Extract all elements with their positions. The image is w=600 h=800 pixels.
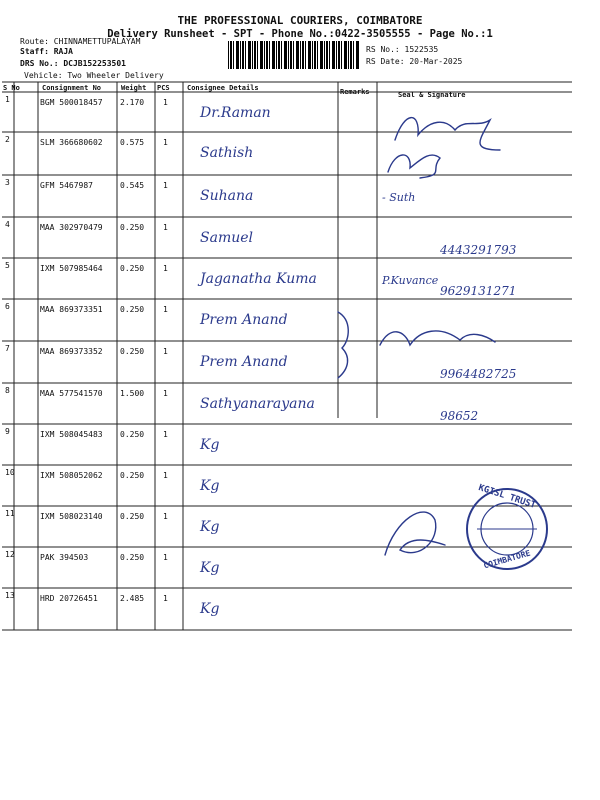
row-consignment: IXM 507985464 [40,264,103,273]
row-consignee: Sathyanarayana [200,396,315,412]
row-sno: 12 [5,550,15,559]
col-weight: Weight [121,84,147,92]
row-weight: 0.250 [120,553,145,562]
row-weight: 2.170 [120,98,145,107]
row-sno: 7 [5,344,10,353]
row-consignment: IXM 508045483 [40,430,103,439]
signature-1 [395,118,500,150]
row-sno: 10 [5,468,15,477]
row-signature: P.Kuvance [382,274,439,287]
row-consignment: MAA 577541570 [40,389,103,398]
route-label: Route: CHINNAMETTUPALAYAM [20,37,141,46]
bracket [338,312,348,378]
row-consignee: Kg [200,560,220,576]
row-sno: 6 [5,302,10,311]
runsheet-subtitle: Delivery Runsheet - SPT - Phone No.:0422-3505555 - Page No.:1 [107,28,493,40]
row-weight: 0.250 [120,223,145,232]
row-consignment: SLM 366680602 [40,138,103,147]
row-note: 9629131271 [440,284,517,298]
row-pcs: 1 [163,594,168,603]
row-consignee: Prem Anand [200,312,288,328]
row-sno: 2 [5,135,10,144]
stamp-top-text: KGISL TRUST [477,483,537,511]
row-consignee: Jaganatha Kuma [200,271,317,287]
row-consignment: MAA 302970479 [40,223,103,232]
row-consignee: Kg [200,478,220,494]
col-sno: S No [3,84,20,92]
signature-6-7 [380,331,495,345]
row-consignee: Samuel [200,230,253,246]
row-pcs: 1 [163,471,168,480]
row-weight: 0.250 [120,430,145,439]
row-consignment: MAA 869373351 [40,305,103,314]
company-title: THE PROFESSIONAL COURIERS, COIMBATORE [177,14,423,27]
row-weight: 1.500 [120,389,145,398]
row-weight: 0.575 [120,138,145,147]
row-weight: 0.250 [120,264,145,273]
row-consignee: Prem Anand [200,354,288,370]
row-pcs: 1 [163,553,168,562]
col-remarks: Remarks [340,88,370,96]
row-consignee: Suhana [200,188,254,204]
signature-2 [388,155,440,178]
stamp-bottom-text: COIMBATORE [482,548,532,571]
col-consignee: Consignee Details [187,84,259,92]
row-pcs: 1 [163,138,168,147]
row-consignment: IXM 508052062 [40,471,103,480]
row-sno: 9 [5,427,10,436]
row-sno: 3 [5,178,10,187]
row-consignment: IXM 508023140 [40,512,103,521]
row-pcs: 1 [163,512,168,521]
col-seal-signature: Seal & Signature [398,91,466,99]
row-sno: 13 [5,591,15,600]
row-consignee: Kg [200,437,220,453]
row-pcs: 1 [163,347,168,356]
row-pcs: 1 [163,430,168,439]
row-weight: 0.250 [120,305,145,314]
row-sno: 5 [5,261,10,270]
row-weight: 2.485 [120,594,145,603]
row-sno: 1 [5,95,10,104]
row-note: 9964482725 [440,367,517,381]
drs-number: DRS No.: DCJB152253501 [20,59,126,68]
row-sno: 8 [5,386,10,395]
row-signature: - Suth [382,191,416,204]
row-pcs: 1 [163,389,168,398]
row-consignment: GFM 5467987 [40,181,93,190]
row-consignment: PAK 394503 [40,553,89,562]
row-pcs: 1 [163,264,168,273]
col-pcs: PCS [157,84,170,92]
rs-date: RS Date: 20-Mar-2025 [366,57,463,66]
row-consignment: HRD 20726451 [40,594,98,603]
vehicle-label: Vehicle: Two Wheeler Delivery [24,71,164,80]
row-weight: 0.545 [120,181,145,190]
row-note: 98652 [440,409,479,423]
row-consignment: BGM 500018457 [40,98,103,107]
stamp-signature [385,512,445,555]
row-pcs: 1 [163,223,168,232]
row-pcs: 1 [163,305,168,314]
row-weight: 0.250 [120,471,145,480]
row-note: 4443291793 [440,243,517,257]
staff-label: Staff: RAJA [20,47,73,56]
row-consignment: MAA 869373352 [40,347,103,356]
row-pcs: 1 [163,181,168,190]
row-weight: 0.250 [120,347,145,356]
rs-number: RS No.: 1522535 [366,45,439,54]
row-weight: 0.250 [120,512,145,521]
row-consignee: Kg [200,601,220,617]
row-sno: 11 [5,509,15,518]
row-pcs: 1 [163,98,168,107]
row-consignee: Dr.Raman [200,105,271,121]
row-consignee: Sathish [200,145,254,161]
row-sno: 4 [5,220,10,229]
col-consignment: Consignment No [42,84,102,92]
row-consignee: Kg [200,519,220,535]
